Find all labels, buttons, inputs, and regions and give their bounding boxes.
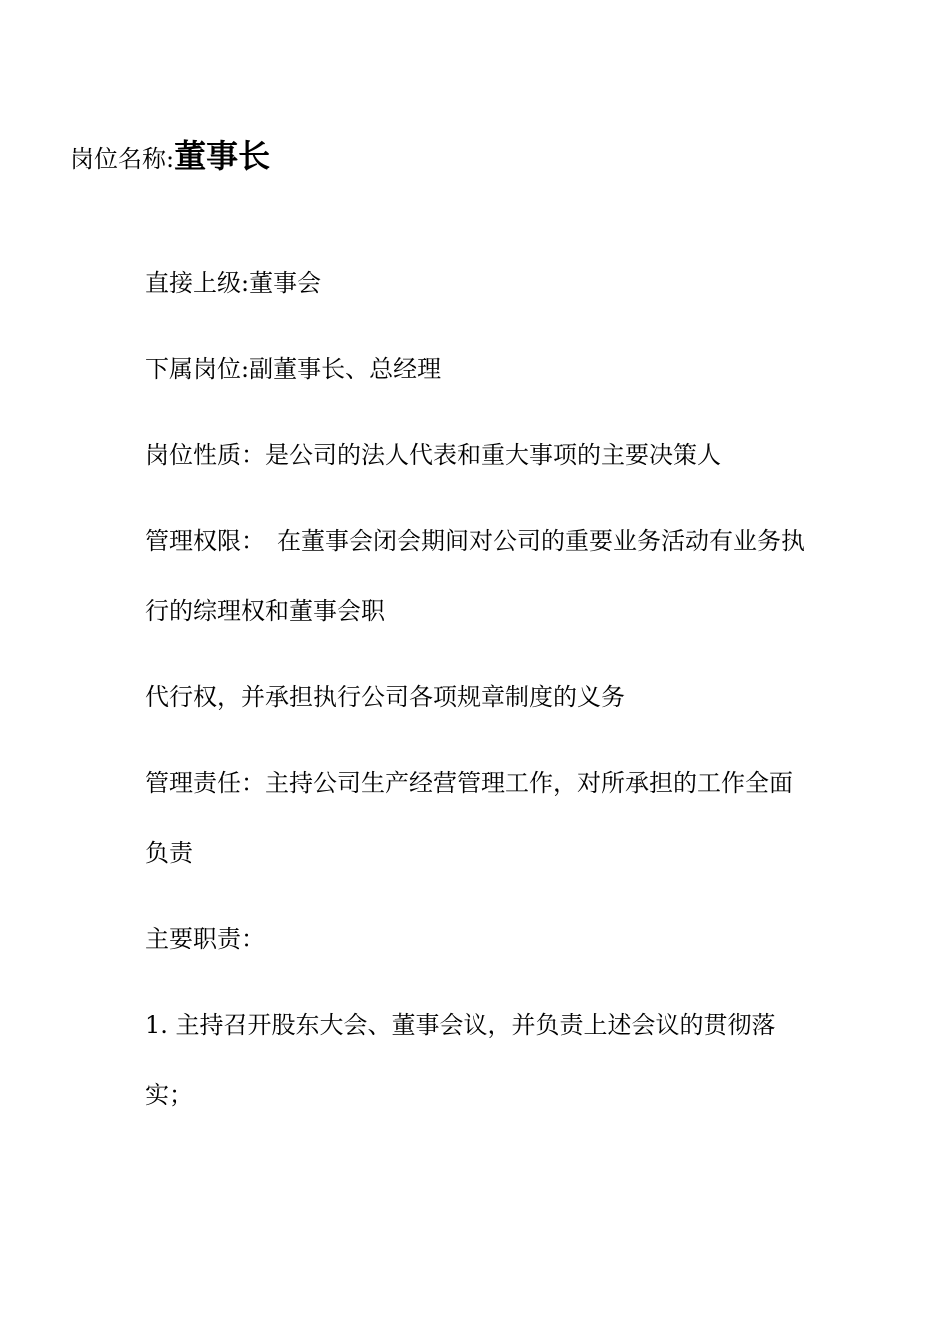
position-title-line	[70, 137, 271, 175]
subordinate-positions: 下属岗位:副董事长、总经理	[145, 355, 442, 383]
management-authority-continued: 代行权，并承担执行公司各项规章制度的义务	[145, 683, 625, 711]
position-nature: 岗位性质：是公司的法人代表和重大事项的主要决策人	[145, 441, 721, 469]
position-title-value: 董事长	[174, 137, 271, 175]
duty-item-1: 1. 主持召开股东大会、董事会议，并负责上述会议的贯彻落实；	[145, 1011, 776, 1109]
management-authority-text: 在董事会闭会期间对公司的重要业务活动有业务执行的综理权和董事会职	[145, 527, 805, 625]
management-responsibility: 管理责任：主持公司生产经营管理工作，对所承担的工作全面负责	[145, 769, 793, 867]
position-title-label: 岗位名称:	[70, 145, 175, 173]
management-authority	[145, 506, 815, 646]
management-authority-label: 管理权限：	[145, 527, 265, 555]
document-body	[145, 248, 815, 1130]
main-duties-heading: 主要职责：	[145, 925, 265, 953]
direct-superior: 直接上级:董事会	[145, 269, 322, 297]
